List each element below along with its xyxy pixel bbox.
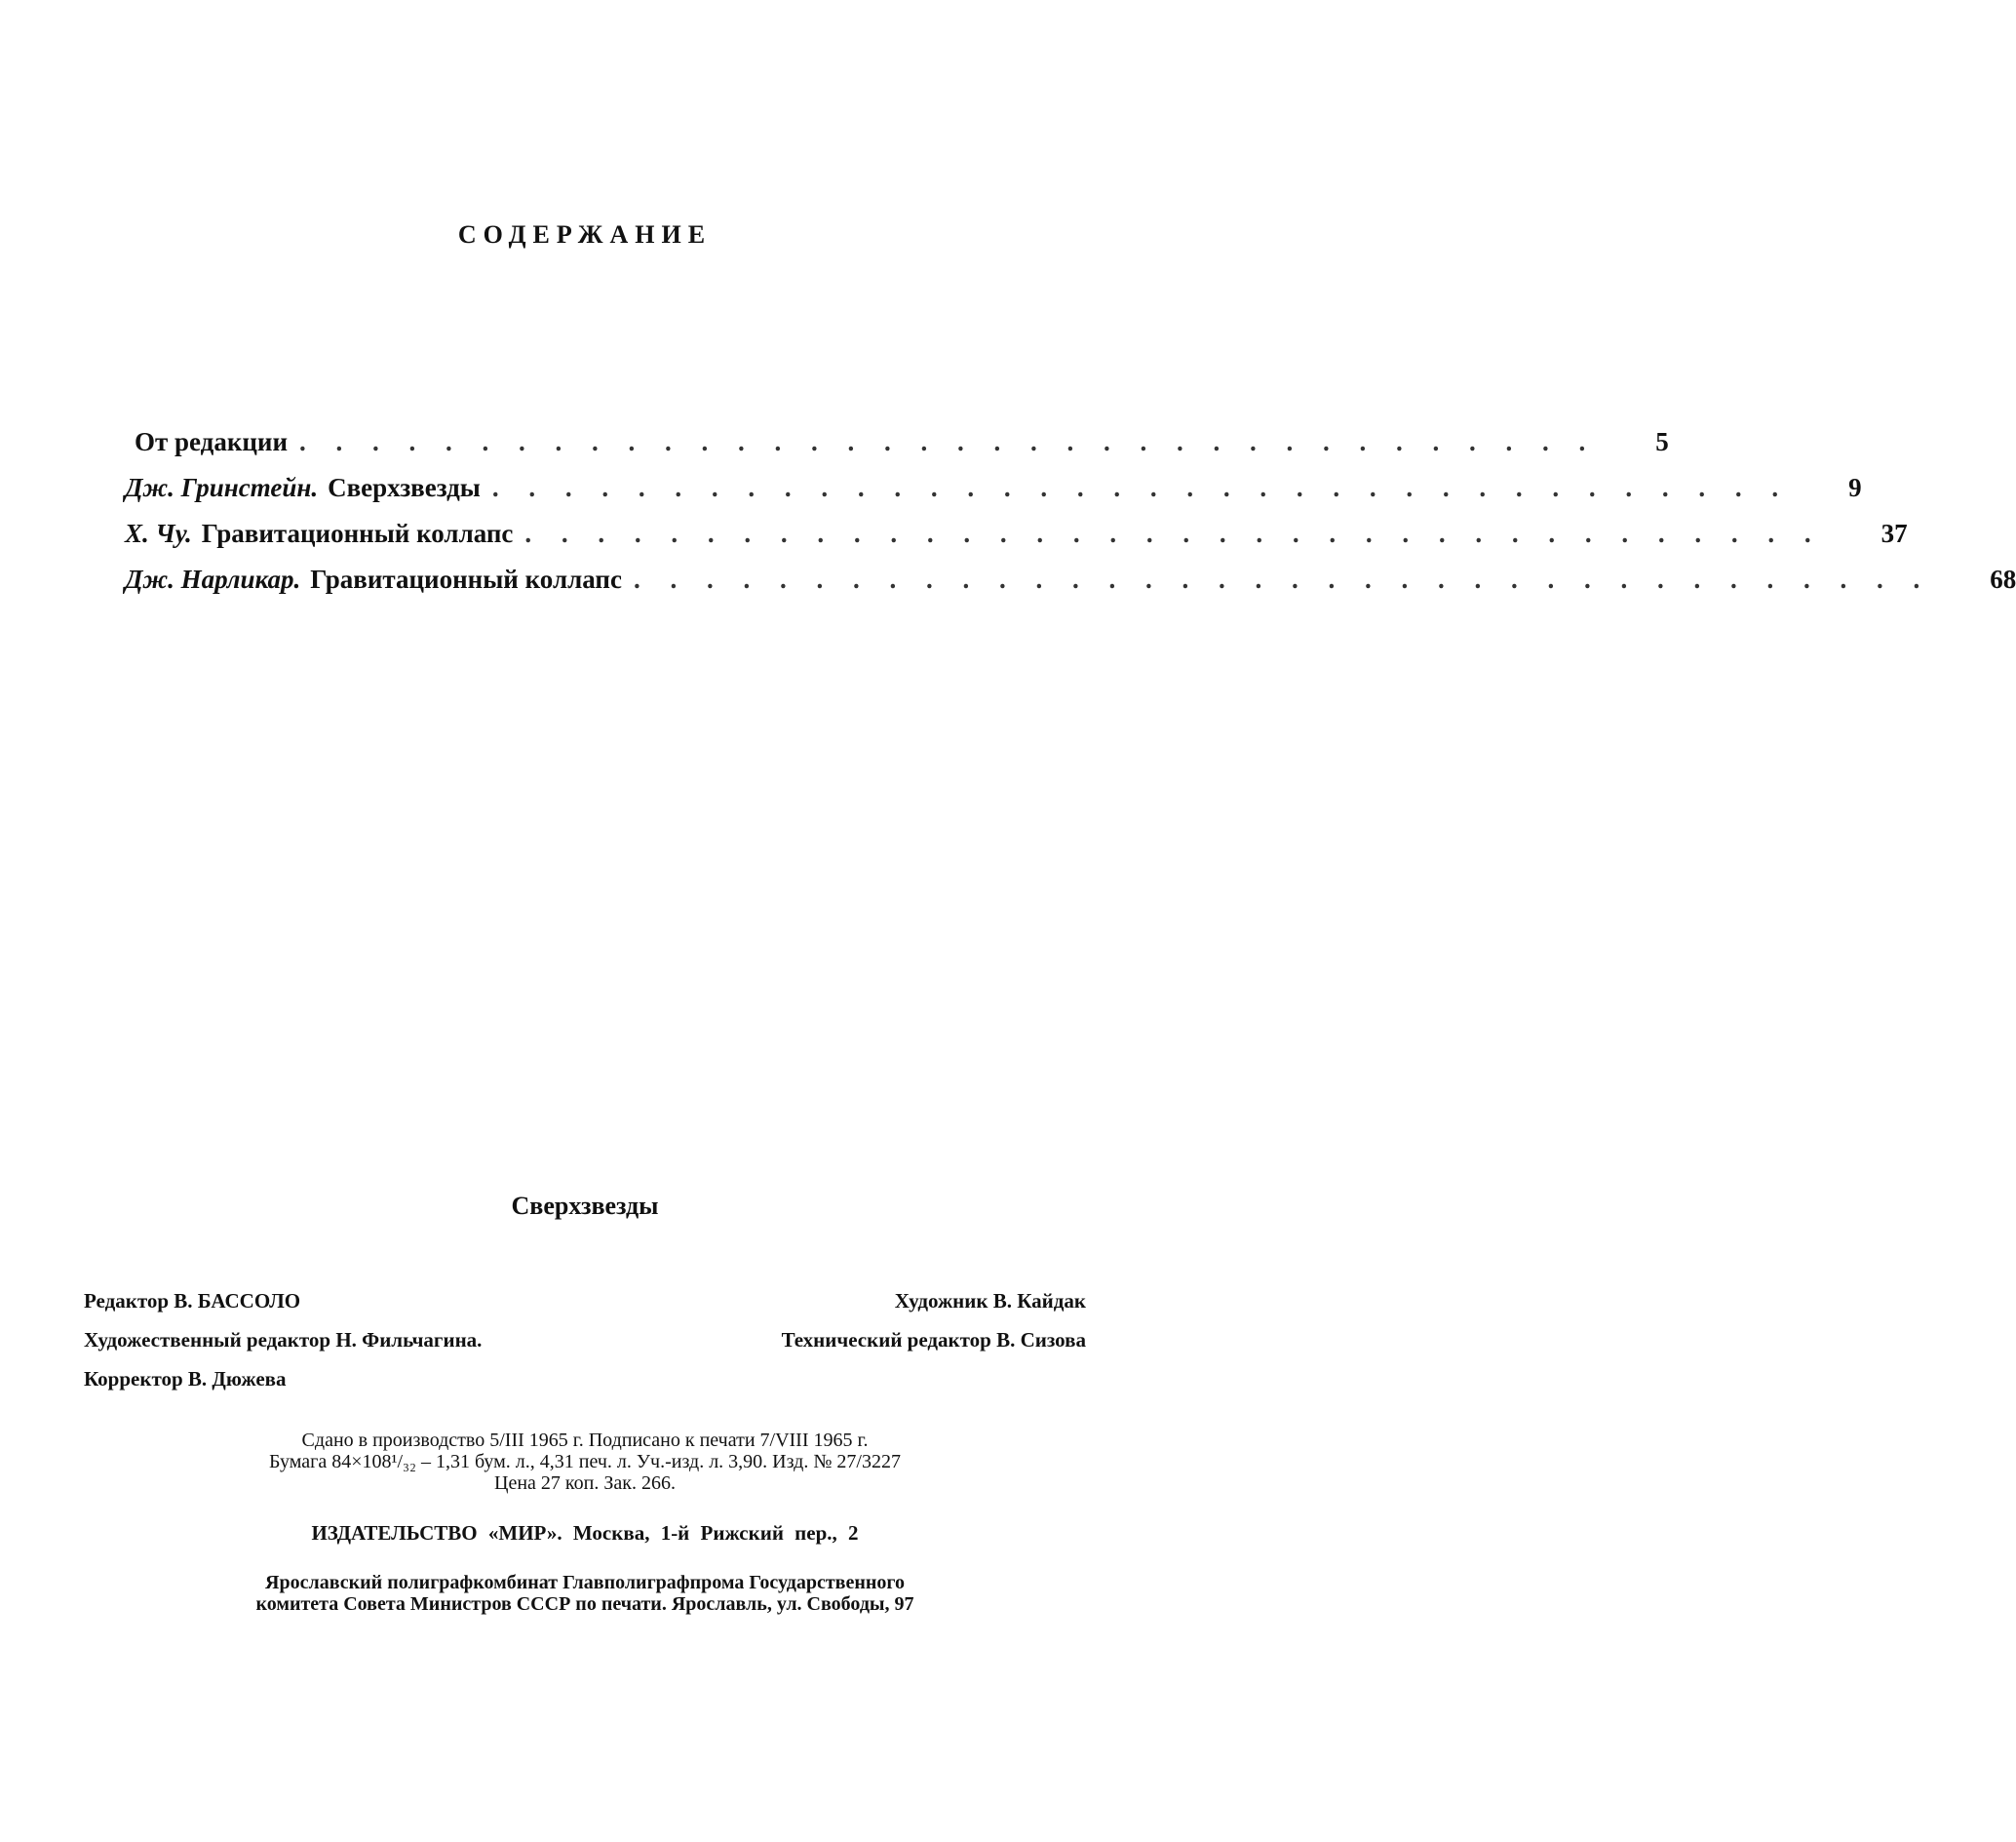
credit-line <box>84 1367 1086 1406</box>
publisher-line: ИЗДАТЕЛЬСТВО «МИР». Москва, 1-й Рижский пер., 2 <box>311 1521 859 1545</box>
toc-entry-title: Сверхзвезды <box>328 473 481 502</box>
print-details-line: Цена 27 коп. Зак. 266. <box>494 1472 676 1494</box>
art-editor-credit: Художественный редактор Н. Фильчагина. <box>84 1328 483 1352</box>
toc-entry-title: Гравитационный коллапс <box>310 565 622 594</box>
toc-entry <box>125 565 2016 610</box>
credit-line <box>84 1289 1086 1328</box>
toc-entry <box>125 427 1669 473</box>
toc-dot-leader: . . . . . . . . . . . . . . . . . . . . . . . . . . . . . . . . . . . . <box>299 427 1598 456</box>
proofreader-credit: Корректор В. Дюжева <box>84 1367 287 1391</box>
toc-entry <box>125 519 1908 565</box>
toc-entry-title: Гравитационный коллапс <box>201 519 514 548</box>
credit-line <box>84 1328 1086 1367</box>
toc-entry-page: 37 <box>1880 519 1908 548</box>
toc-dot-leader: . . . . . . . . . . . . . . . . . . . . . . . . . . . . . . . . . . . . <box>524 519 1823 548</box>
toc-heading: СОДЕРЖАНИЕ <box>457 220 713 249</box>
credits-block <box>84 1289 1086 1406</box>
tech-editor-credit: Технический редактор В. Сизова <box>781 1328 1086 1352</box>
toc-entry-author: Х. Чу. <box>125 519 192 548</box>
artist-credit: Художник В. Кайдак <box>894 1289 1086 1313</box>
table-of-contents <box>125 427 2016 610</box>
print-details-line: Сдано в производство 5/III 1965 г. Подписано к печати 7/VIII 1965 г. <box>301 1430 869 1451</box>
printer-info-line: Ярославский полиграфкомбинат Главполиграфпрома Государственного <box>265 1572 905 1593</box>
printer-info-line: комитета Совета Министров СССР по печати. Ярославль, ул. Свободы, 97 <box>255 1593 914 1615</box>
print-details <box>84 1430 1086 1494</box>
toc-dot-leader: . . . . . . . . . . . . . . . . . . . . . . . . . . . . . . . . . . . . <box>491 473 1791 502</box>
toc-entry <box>125 473 1862 519</box>
toc-entry-page: 68 <box>1990 565 2016 594</box>
editor-credit: Редактор В. БАССОЛО <box>84 1289 301 1313</box>
toc-entry-author: Дж. Нарликар. <box>125 565 301 594</box>
print-details-line: Бумага 84×108¹/₃₂ – 1,31 бум. л., 4,31 печ. л. Уч.-изд. л. 3,90. Изд. № 27/3227 <box>269 1451 901 1472</box>
toc-entry-author: Дж. Гринстейн. <box>125 473 319 502</box>
imprint-book-title: Сверхзвезды <box>511 1192 659 1220</box>
toc-entry-page: 5 <box>1655 427 1669 456</box>
toc-entry-title: От редакции <box>135 427 289 456</box>
toc-dot-leader: . . . . . . . . . . . . . . . . . . . . . . . . . . . . . . . . . . . . <box>633 565 1932 594</box>
toc-entry-page: 9 <box>1848 473 1862 502</box>
printer-info <box>84 1572 1086 1615</box>
